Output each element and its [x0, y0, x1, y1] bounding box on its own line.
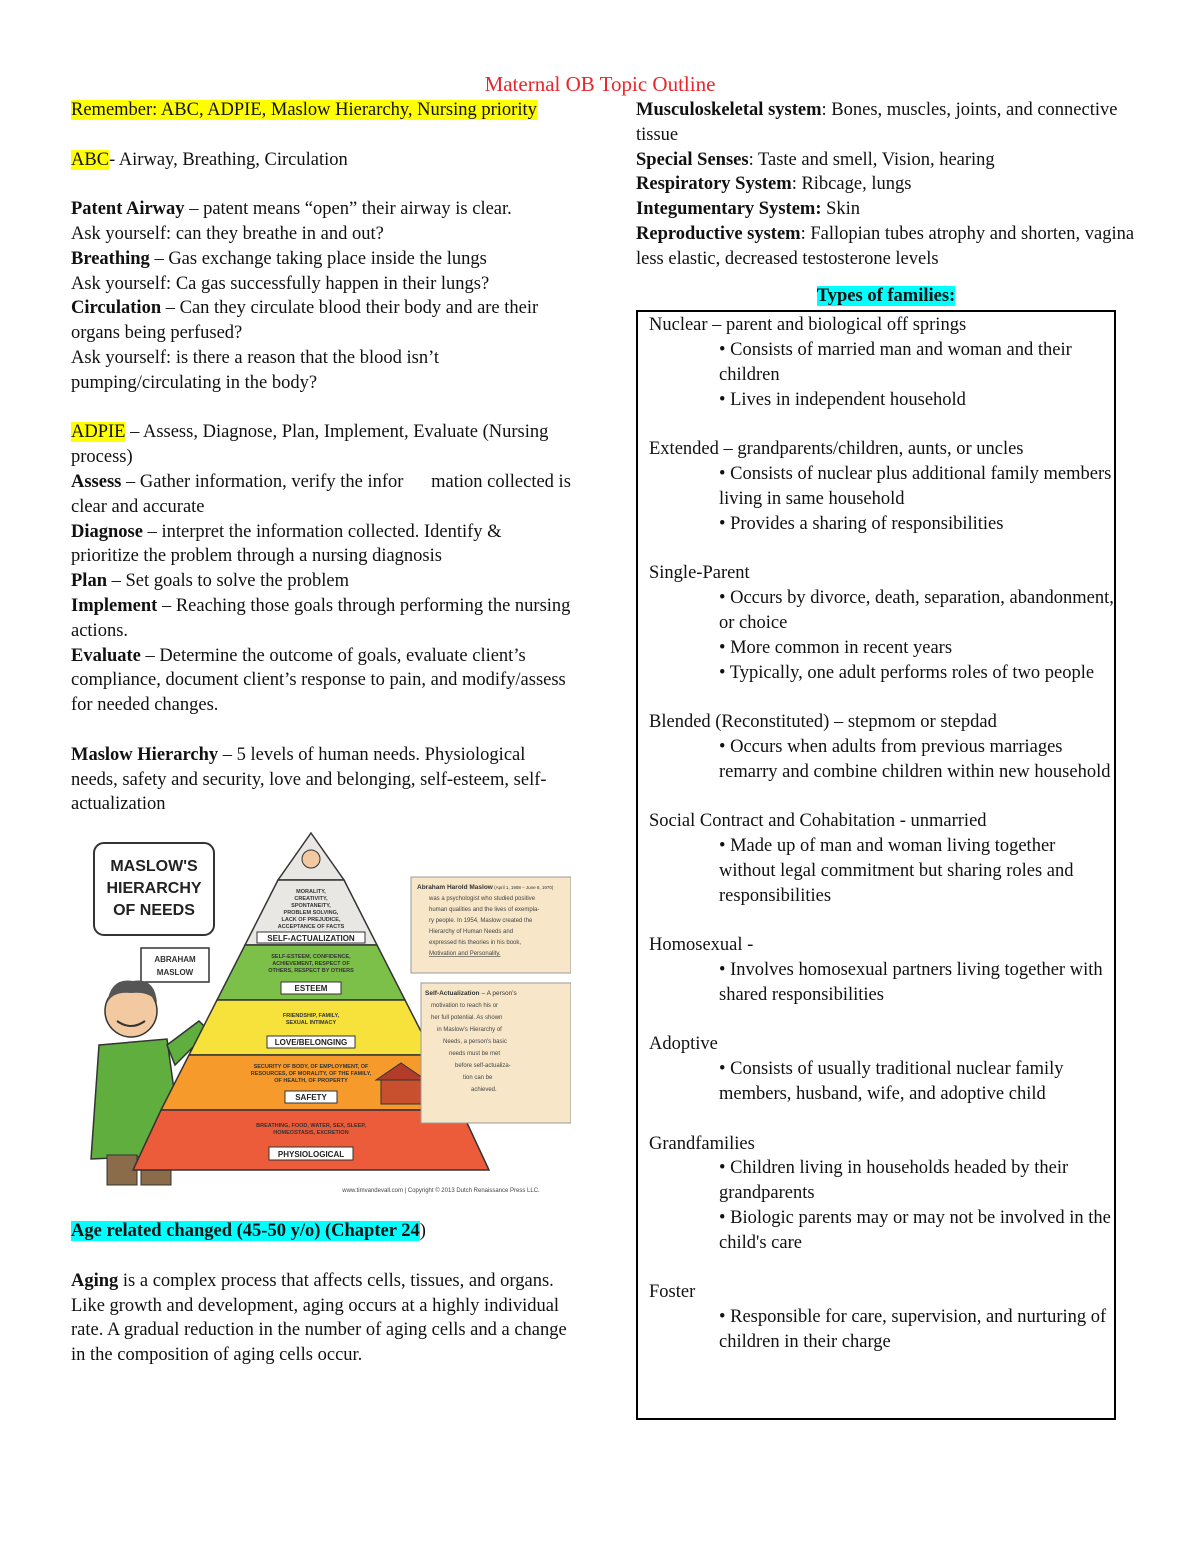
- family-bullet: • Lives in independent household: [719, 389, 966, 410]
- system-musculoskeletal: [636, 98, 1136, 148]
- system-respiratory: [636, 172, 1136, 197]
- heading-line-2: HIERARCHY: [106, 880, 202, 898]
- heading-line-1: MASLOW'S: [110, 858, 198, 876]
- family-grandfamilies: [649, 1132, 1114, 1281]
- sa-line-5: Needs, a person's basic: [443, 1039, 507, 1046]
- circulation-label: Circulation: [71, 298, 162, 319]
- system-text: : Fallopian tubes atrophy and shorten, vagina less elastic, decreased testosterone levels: [636, 223, 1135, 269]
- family-name: Grandfamilies: [649, 1133, 755, 1154]
- family-name: Single-Parent: [649, 563, 750, 584]
- maslow-text: – 5 levels of human needs. Physiological needs, safety and security, love and belonging, self-esteem, self-actualization: [71, 744, 547, 815]
- system-label: Integumentary System:: [636, 199, 822, 220]
- love-desc-2: SEXUAL INTIMACY: [285, 1020, 337, 1027]
- family-blended: [649, 710, 1114, 809]
- sa-desc-2: CREATIVITY,: [294, 896, 328, 903]
- sa-line-6: needs must be met: [449, 1051, 501, 1058]
- sa-desc-5: LACK OF PREJUDICE,: [281, 917, 341, 924]
- evaluate-label: Evaluate: [71, 645, 141, 666]
- family-single-parent: [649, 561, 1114, 710]
- tip-face: [302, 850, 320, 868]
- sa-line-9: achieved.: [471, 1087, 497, 1094]
- sa-name: SELF-ACTUALIZATION: [267, 934, 355, 944]
- safety-desc-2: RESOURCES, OF MORALITY, OF THE FAMILY,: [250, 1071, 372, 1078]
- family-name: Extended – grandparents/children, aunts, or uncles: [649, 439, 1024, 460]
- system-text: : Bones, muscles, joints, and connective tissue: [636, 100, 1118, 145]
- families-title: Types of families:: [816, 285, 956, 306]
- system-label: Reproductive system: [636, 223, 801, 244]
- family-social-contract: [649, 809, 1114, 933]
- family-bullet: • Occurs when adults from previous marriages remarry and combine children within new household: [719, 736, 1111, 782]
- sa-line-4: in Maslow's Hierarchy of: [437, 1027, 502, 1034]
- phys-name: PHYSIOLOGICAL: [277, 1150, 345, 1160]
- system-special-senses: [636, 148, 1136, 173]
- bio-title: Abraham Harold Maslow: [417, 884, 493, 892]
- family-bullet: • More common in recent years: [719, 637, 953, 658]
- maslow-label: Maslow Hierarchy: [71, 744, 219, 765]
- family-bullet: • Biologic parents may or may not be involved in the child's care: [719, 1208, 1111, 1253]
- phys-desc-2: HOMEOSTASIS, EXCRETION: [273, 1130, 349, 1137]
- right-column: [636, 98, 1136, 1420]
- system-text: : Ribcage, lungs: [791, 174, 912, 195]
- person-label-1: ABRAHAM: [154, 955, 196, 965]
- person-label-2: MASLOW: [156, 968, 194, 978]
- family-foster: [649, 1280, 1114, 1354]
- heading-line-3: OF NEEDS: [113, 902, 195, 920]
- family-bullet: • Made up of man and woman living together without legal commitment but sharing roles and responsibilities: [719, 836, 1074, 906]
- plan-label: Plan: [71, 571, 107, 592]
- abc-line: [71, 148, 571, 173]
- families-table: [636, 310, 1116, 1420]
- system-label: Musculoskeletal system: [636, 100, 822, 120]
- family-name: Social Contract and Cohabitation - unmarried: [649, 811, 987, 832]
- assess-label: Assess: [71, 471, 122, 492]
- family-bullet: • Consists of nuclear plus additional family members living in same household: [719, 464, 1112, 509]
- family-extended: [649, 437, 1114, 561]
- family-bullet: • Involves homosexual partners living together with shared responsibilities: [719, 960, 1103, 1005]
- esteem-desc-2: ACHIEVEMENT, RESPECT OF: [272, 961, 350, 968]
- abc-text: - Airway, Breathing, Circulation: [109, 149, 348, 170]
- phys-desc-1: BREATHING, FOOD, WATER, SEX, SLEEP,: [256, 1123, 366, 1130]
- implement-label: Implement: [71, 595, 158, 616]
- family-homosexual: [649, 933, 1114, 1032]
- maslow-hierarchy: [71, 743, 571, 817]
- evaluate-text: – Determine the outcome of goals, evaluate client’s compliance, document client’s response to pain, and modify/assess for needed changes.: [71, 645, 566, 716]
- family-adoptive: [649, 1032, 1114, 1131]
- sa-heading: [425, 990, 518, 997]
- age-related-label: Age related changed (45-50 y/o) (Chapter 24: [71, 1221, 420, 1242]
- circulation-ask: Ask yourself: is there a reason that the blood isn’t pumping/circulating in the body?: [71, 347, 440, 393]
- family-bullet: • Children living in households headed by their grandparents: [719, 1158, 1069, 1204]
- esteem-desc-1: SELF-ESTEEM, CONFIDENCE,: [271, 954, 351, 961]
- system-label: Respiratory System: [636, 174, 792, 195]
- maslow-figure: [71, 825, 571, 1205]
- sa-line-1: – A person's: [481, 990, 517, 998]
- remember-line: [71, 98, 571, 123]
- love-name: LOVE/BELONGING: [274, 1038, 348, 1048]
- adpie-text: – Assess, Diagnose, Plan, Implement, Evaluate (Nursing process): [71, 422, 549, 468]
- system-label: Special Senses: [636, 149, 749, 170]
- sa-title: Self-Actualization: [425, 990, 480, 998]
- circulation: [71, 296, 571, 346]
- abc-label: ABC: [71, 149, 110, 170]
- implement-text: – Reaching those goals through performing the nursing actions.: [71, 595, 571, 641]
- system-integumentary: [636, 197, 1136, 222]
- family-name: Nuclear – parent and biological off springs: [649, 315, 967, 336]
- sa-desc-3: SPONTANEITY,: [291, 903, 331, 910]
- implement: [71, 594, 571, 644]
- love-desc-1: FRIENDSHIP, FAMILY,: [282, 1013, 340, 1020]
- patent-airway-text: – patent means “open” their airway is clear.: [184, 199, 512, 220]
- bio-line-2: human qualities and the lives of exempla-: [429, 907, 540, 914]
- system-text: : Taste and smell, Vision, hearing: [748, 149, 995, 170]
- aging-label: Aging: [71, 1270, 119, 1291]
- breathing-label: Breathing: [71, 248, 150, 269]
- family-bullet: • Responsible for care, supervision, and nurturing of children in their charge: [719, 1307, 1107, 1353]
- bio-line-5: expressed his theories in his book,: [429, 940, 522, 947]
- age-related-heading: [71, 1219, 571, 1244]
- family-nuclear: [649, 313, 1114, 437]
- patent-airway-label: Patent Airway: [71, 199, 185, 220]
- family-bullet: • Provides a sharing of responsibilities: [719, 513, 1004, 534]
- sa-line-2: motivation to reach his or: [431, 1003, 499, 1010]
- esteem-name: ESTEEM: [294, 984, 328, 994]
- age-related-paren: ): [419, 1221, 426, 1242]
- family-name: Homosexual -: [649, 935, 754, 956]
- left-column: [71, 98, 576, 1368]
- assess: [71, 470, 576, 520]
- breathing-ask: Ask yourself: Ca gas successfully happen in their lungs?: [71, 273, 490, 294]
- patent-airway: [71, 197, 571, 222]
- bio-line-3: ry people. In 1954, Maslow created the: [429, 918, 533, 925]
- bio-line-1: was a psychologist who studied positive: [429, 896, 536, 903]
- family-name: Foster: [649, 1282, 696, 1303]
- family-bullet: • Typically, one adult performs roles of two people: [719, 662, 1095, 683]
- aging-paragraph: [71, 1269, 571, 1368]
- sa-desc-1: MORALITY,: [296, 889, 326, 896]
- plan: [71, 569, 571, 594]
- patent-airway-ask: Ask yourself: can they breathe in and out?: [71, 223, 384, 244]
- bio-box: [411, 877, 571, 973]
- diagnose-label: Diagnose: [71, 521, 143, 542]
- family-bullet: • Consists of usually traditional nuclear family members, husband, wife, and adoptive child: [719, 1059, 1064, 1105]
- adpie-line: [71, 420, 571, 470]
- family-bullet: • Consists of married man and woman and their children: [719, 340, 1072, 385]
- sa-desc-6: ACCEPTANCE OF FACTS: [277, 924, 345, 931]
- breathing-text: – Gas exchange taking place inside the lungs: [149, 248, 487, 269]
- families-heading: [636, 284, 1136, 309]
- esteem-desc-3: OTHERS, RESPECT BY OTHERS: [268, 968, 354, 975]
- remember-highlight: Remember: ABC, ADPIE, Maslow Hierarchy, Nursing priority: [71, 100, 537, 120]
- sa-line-3: her full potential. As shown: [431, 1015, 503, 1022]
- safety-desc-3: OF HEALTH, OF PROPERTY: [274, 1078, 348, 1085]
- circulation-text: – Can they circulate blood their body and are their organs being perfused?: [71, 298, 539, 344]
- system-reproductive: [636, 222, 1136, 272]
- maslow-pyramid-illustration: [71, 825, 571, 1200]
- system-text: Skin: [821, 199, 861, 220]
- diagnose: [71, 520, 571, 570]
- evaluate: [71, 644, 571, 718]
- sa-line-7: before self-actualiza-: [455, 1063, 511, 1070]
- adpie-label: ADPIE: [71, 422, 126, 443]
- bio-line-6: Motivation and Personality.: [429, 951, 501, 958]
- safety-desc-1: SECURITY OF BODY, OF EMPLOYMENT, OF: [253, 1064, 369, 1071]
- breathing: [71, 247, 571, 272]
- sa-desc-4: PROBLEM SOLVING,: [283, 910, 339, 917]
- sa-line-8: tion can be: [463, 1075, 493, 1082]
- safety-name: SAFETY: [295, 1093, 327, 1103]
- document-title: Maternal OB Topic Outline: [484, 72, 716, 96]
- family-bullet: • Occurs by divorce, death, separation, abandonment, or choice: [719, 588, 1114, 633]
- family-name: Adoptive: [649, 1034, 718, 1055]
- figure-credit: www.timvandevall.com | Copyright © 2013 Dutch Renaissance Press LLC.: [342, 1188, 540, 1195]
- plan-text: – Set goals to solve the problem: [106, 571, 349, 592]
- bio-line-4: Hierarchy of Human Needs and: [429, 929, 514, 936]
- bio-heading: [417, 884, 554, 891]
- aging-text: is a complex process that affects cells, tissues, and organs. Like growth and development, aging occurs at a highly individual rate. A gradual reduction in the number of aging cells and a change in the composition of aging cells occur.: [71, 1270, 567, 1366]
- diagnose-text: – interpret the information collected. Identify & prioritize the problem through a nursing diagnosis: [71, 521, 502, 567]
- family-name: Blended (Reconstituted) – stepmom or stepdad: [649, 712, 997, 733]
- bio-dates: (April 1, 1908 – June 8, 1970): [492, 885, 554, 891]
- assess-text: – Gather information, verify the infor mation collected is clear and accurate: [71, 471, 576, 517]
